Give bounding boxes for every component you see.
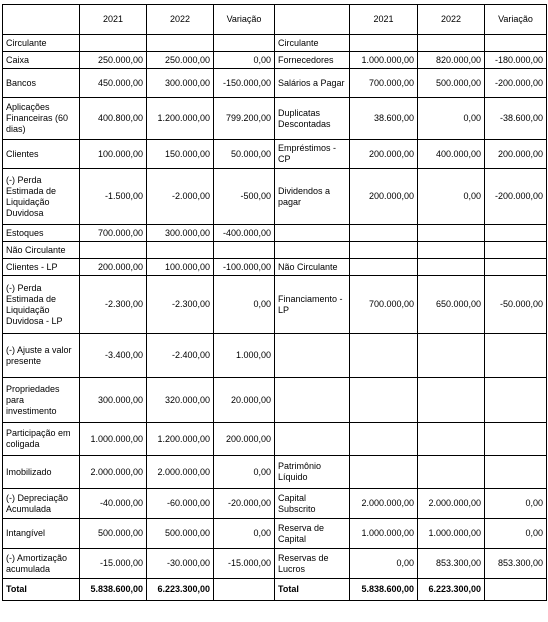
right-value-2021: 700.000,00 xyxy=(350,276,418,334)
left-value-2021: 5.838.600,00 xyxy=(80,579,147,601)
left-header-var: Variação xyxy=(214,5,275,35)
right-value-2021 xyxy=(350,423,418,456)
right-value-2021: 700.000,00 xyxy=(350,69,418,98)
left-variation: -150.000,00 xyxy=(214,69,275,98)
left-value-2021: 100.000,00 xyxy=(80,140,147,169)
left-value-2022 xyxy=(147,242,214,259)
left-value-2022: 1.200.000,00 xyxy=(147,423,214,456)
right-variation: -200.000,00 xyxy=(485,169,547,225)
right-value-2022: 853.300,00 xyxy=(418,549,485,579)
left-header-blank xyxy=(3,5,80,35)
left-variation: 0,00 xyxy=(214,519,275,549)
left-account-label: Propriedades para investimento xyxy=(3,378,80,423)
right-value-2021: 0,00 xyxy=(350,549,418,579)
left-value-2022: 250.000,00 xyxy=(147,52,214,69)
left-value-2022: 2.000.000,00 xyxy=(147,456,214,489)
right-account-label: Salários a Pagar xyxy=(275,69,350,98)
right-account-label xyxy=(275,334,350,378)
left-value-2022: 300.000,00 xyxy=(147,225,214,242)
table-row xyxy=(3,69,547,98)
header-row xyxy=(3,5,547,35)
left-account-label: (-) Ajuste a valor presente xyxy=(3,334,80,378)
left-variation: -400.000,00 xyxy=(214,225,275,242)
left-value-2021: 2.000.000,00 xyxy=(80,456,147,489)
right-header-blank xyxy=(275,5,350,35)
table-row xyxy=(3,259,547,276)
right-variation: 0,00 xyxy=(485,519,547,549)
left-value-2021: 300.000,00 xyxy=(80,378,147,423)
left-account-label: Não Circulante xyxy=(3,242,80,259)
left-variation xyxy=(214,579,275,601)
left-account-label: Circulante xyxy=(3,35,80,52)
right-value-2021 xyxy=(350,242,418,259)
left-variation xyxy=(214,242,275,259)
right-variation: -50.000,00 xyxy=(485,276,547,334)
left-account-label: Clientes - LP xyxy=(3,259,80,276)
left-account-label: (-) Perda Estimada de Liquidação Duvidosa - LP xyxy=(3,276,80,334)
table-row xyxy=(3,98,547,140)
left-value-2021: 1.000.000,00 xyxy=(80,423,147,456)
right-variation: 200.000,00 xyxy=(485,140,547,169)
right-account-label: Total xyxy=(275,579,350,601)
right-value-2021 xyxy=(350,225,418,242)
right-value-2021 xyxy=(350,378,418,423)
right-value-2022: 500.000,00 xyxy=(418,69,485,98)
left-value-2021: 700.000,00 xyxy=(80,225,147,242)
right-account-label: Reserva de Capital xyxy=(275,519,350,549)
right-value-2022 xyxy=(418,456,485,489)
left-value-2021 xyxy=(80,242,147,259)
left-variation: 0,00 xyxy=(214,276,275,334)
table-row xyxy=(3,140,547,169)
table-row xyxy=(3,456,547,489)
right-variation xyxy=(485,225,547,242)
left-value-2022: -60.000,00 xyxy=(147,489,214,519)
table-row xyxy=(3,242,547,259)
right-account-label: Circulante xyxy=(275,35,350,52)
left-variation: -100.000,00 xyxy=(214,259,275,276)
right-variation xyxy=(485,579,547,601)
left-value-2021: -3.400,00 xyxy=(80,334,147,378)
left-variation: -500,00 xyxy=(214,169,275,225)
right-variation: 853.300,00 xyxy=(485,549,547,579)
right-value-2021: 5.838.600,00 xyxy=(350,579,418,601)
left-value-2022: -30.000,00 xyxy=(147,549,214,579)
right-value-2022: 1.000.000,00 xyxy=(418,519,485,549)
right-value-2021: 200.000,00 xyxy=(350,169,418,225)
right-value-2022: 2.000.000,00 xyxy=(418,489,485,519)
right-account-label: Patrimônio Líquido xyxy=(275,456,350,489)
table-row xyxy=(3,52,547,69)
left-value-2021: 200.000,00 xyxy=(80,259,147,276)
left-account-label: Caixa xyxy=(3,52,80,69)
left-header-y2: 2022 xyxy=(147,5,214,35)
right-account-label xyxy=(275,225,350,242)
left-value-2022: -2.300,00 xyxy=(147,276,214,334)
right-account-label: Reservas de Lucros xyxy=(275,549,350,579)
right-value-2021: 1.000.000,00 xyxy=(350,52,418,69)
table-row xyxy=(3,225,547,242)
left-value-2022: -2.400,00 xyxy=(147,334,214,378)
left-variation: -15.000,00 xyxy=(214,549,275,579)
right-value-2022: 6.223.300,00 xyxy=(418,579,485,601)
right-account-label: Não Circulante xyxy=(275,259,350,276)
left-account-label: Clientes xyxy=(3,140,80,169)
table-row xyxy=(3,276,547,334)
right-value-2022: 820.000,00 xyxy=(418,52,485,69)
left-value-2021: -15.000,00 xyxy=(80,549,147,579)
right-variation xyxy=(485,259,547,276)
left-value-2022: 1.200.000,00 xyxy=(147,98,214,140)
balance-sheet-table xyxy=(2,4,547,601)
left-account-label: Bancos xyxy=(3,69,80,98)
right-value-2022: 0,00 xyxy=(418,169,485,225)
right-value-2022 xyxy=(418,334,485,378)
right-account-label: Financiamento - LP xyxy=(275,276,350,334)
left-variation: -20.000,00 xyxy=(214,489,275,519)
right-value-2021 xyxy=(350,456,418,489)
left-value-2022: 6.223.300,00 xyxy=(147,579,214,601)
left-variation: 0,00 xyxy=(214,52,275,69)
left-variation: 799.200,00 xyxy=(214,98,275,140)
right-account-label: Duplicatas Descontadas xyxy=(275,98,350,140)
right-variation: -180.000,00 xyxy=(485,52,547,69)
left-account-label: Participação em coligada xyxy=(3,423,80,456)
right-value-2022: 650.000,00 xyxy=(418,276,485,334)
left-value-2022: 300.000,00 xyxy=(147,69,214,98)
right-value-2022 xyxy=(418,378,485,423)
right-header-y2: 2022 xyxy=(418,5,485,35)
left-value-2021 xyxy=(80,35,147,52)
table-row xyxy=(3,489,547,519)
right-value-2022 xyxy=(418,259,485,276)
right-variation xyxy=(485,456,547,489)
right-value-2022 xyxy=(418,242,485,259)
right-value-2021: 1.000.000,00 xyxy=(350,519,418,549)
left-account-label: (-) Depreciação Acumulada xyxy=(3,489,80,519)
right-value-2021 xyxy=(350,35,418,52)
left-value-2021: 400.800,00 xyxy=(80,98,147,140)
right-variation xyxy=(485,423,547,456)
right-value-2022 xyxy=(418,35,485,52)
table-row xyxy=(3,35,547,52)
right-account-label xyxy=(275,242,350,259)
left-variation: 0,00 xyxy=(214,456,275,489)
left-account-label: (-) Perda Estimada de Liquidação Duvidosa xyxy=(3,169,80,225)
table-body xyxy=(3,5,547,601)
right-account-label: Dividendos a pagar xyxy=(275,169,350,225)
left-account-label: Imobilizado xyxy=(3,456,80,489)
left-value-2021: 450.000,00 xyxy=(80,69,147,98)
left-account-label: Intangível xyxy=(3,519,80,549)
right-account-label: Capital Subscrito xyxy=(275,489,350,519)
right-value-2022: 0,00 xyxy=(418,98,485,140)
left-value-2021: -40.000,00 xyxy=(80,489,147,519)
left-value-2021: -2.300,00 xyxy=(80,276,147,334)
right-variation xyxy=(485,35,547,52)
left-value-2021: 500.000,00 xyxy=(80,519,147,549)
right-variation xyxy=(485,334,547,378)
right-header-y1: 2021 xyxy=(350,5,418,35)
left-account-label: Total xyxy=(3,579,80,601)
left-variation: 200.000,00 xyxy=(214,423,275,456)
right-account-label: Fornecedores xyxy=(275,52,350,69)
right-header-var: Variação xyxy=(485,5,547,35)
right-variation: -38.600,00 xyxy=(485,98,547,140)
table-row xyxy=(3,549,547,579)
left-value-2022: -2.000,00 xyxy=(147,169,214,225)
right-value-2021: 2.000.000,00 xyxy=(350,489,418,519)
left-value-2022 xyxy=(147,35,214,52)
right-value-2022 xyxy=(418,225,485,242)
table-row xyxy=(3,378,547,423)
right-account-label: Empréstimos - CP xyxy=(275,140,350,169)
left-variation xyxy=(214,35,275,52)
left-account-label: (-) Amortização acumulada xyxy=(3,549,80,579)
left-variation: 1.000,00 xyxy=(214,334,275,378)
right-value-2021: 200.000,00 xyxy=(350,140,418,169)
right-variation: 0,00 xyxy=(485,489,547,519)
table-row xyxy=(3,519,547,549)
left-account-label: Aplicações Financeiras (60 dias) xyxy=(3,98,80,140)
right-value-2022: 400.000,00 xyxy=(418,140,485,169)
total-row xyxy=(3,579,547,601)
left-account-label: Estoques xyxy=(3,225,80,242)
right-variation xyxy=(485,378,547,423)
table-row xyxy=(3,169,547,225)
right-value-2021 xyxy=(350,259,418,276)
left-value-2021: -1.500,00 xyxy=(80,169,147,225)
left-value-2021: 250.000,00 xyxy=(80,52,147,69)
right-variation xyxy=(485,242,547,259)
left-value-2022: 100.000,00 xyxy=(147,259,214,276)
table-row xyxy=(3,334,547,378)
left-value-2022: 500.000,00 xyxy=(147,519,214,549)
left-variation: 20.000,00 xyxy=(214,378,275,423)
left-value-2022: 150.000,00 xyxy=(147,140,214,169)
table-row xyxy=(3,423,547,456)
left-variation: 50.000,00 xyxy=(214,140,275,169)
right-variation: -200.000,00 xyxy=(485,69,547,98)
right-value-2021 xyxy=(350,334,418,378)
left-header-y1: 2021 xyxy=(80,5,147,35)
left-value-2022: 320.000,00 xyxy=(147,378,214,423)
right-account-label xyxy=(275,378,350,423)
right-value-2022 xyxy=(418,423,485,456)
right-account-label xyxy=(275,423,350,456)
right-value-2021: 38.600,00 xyxy=(350,98,418,140)
